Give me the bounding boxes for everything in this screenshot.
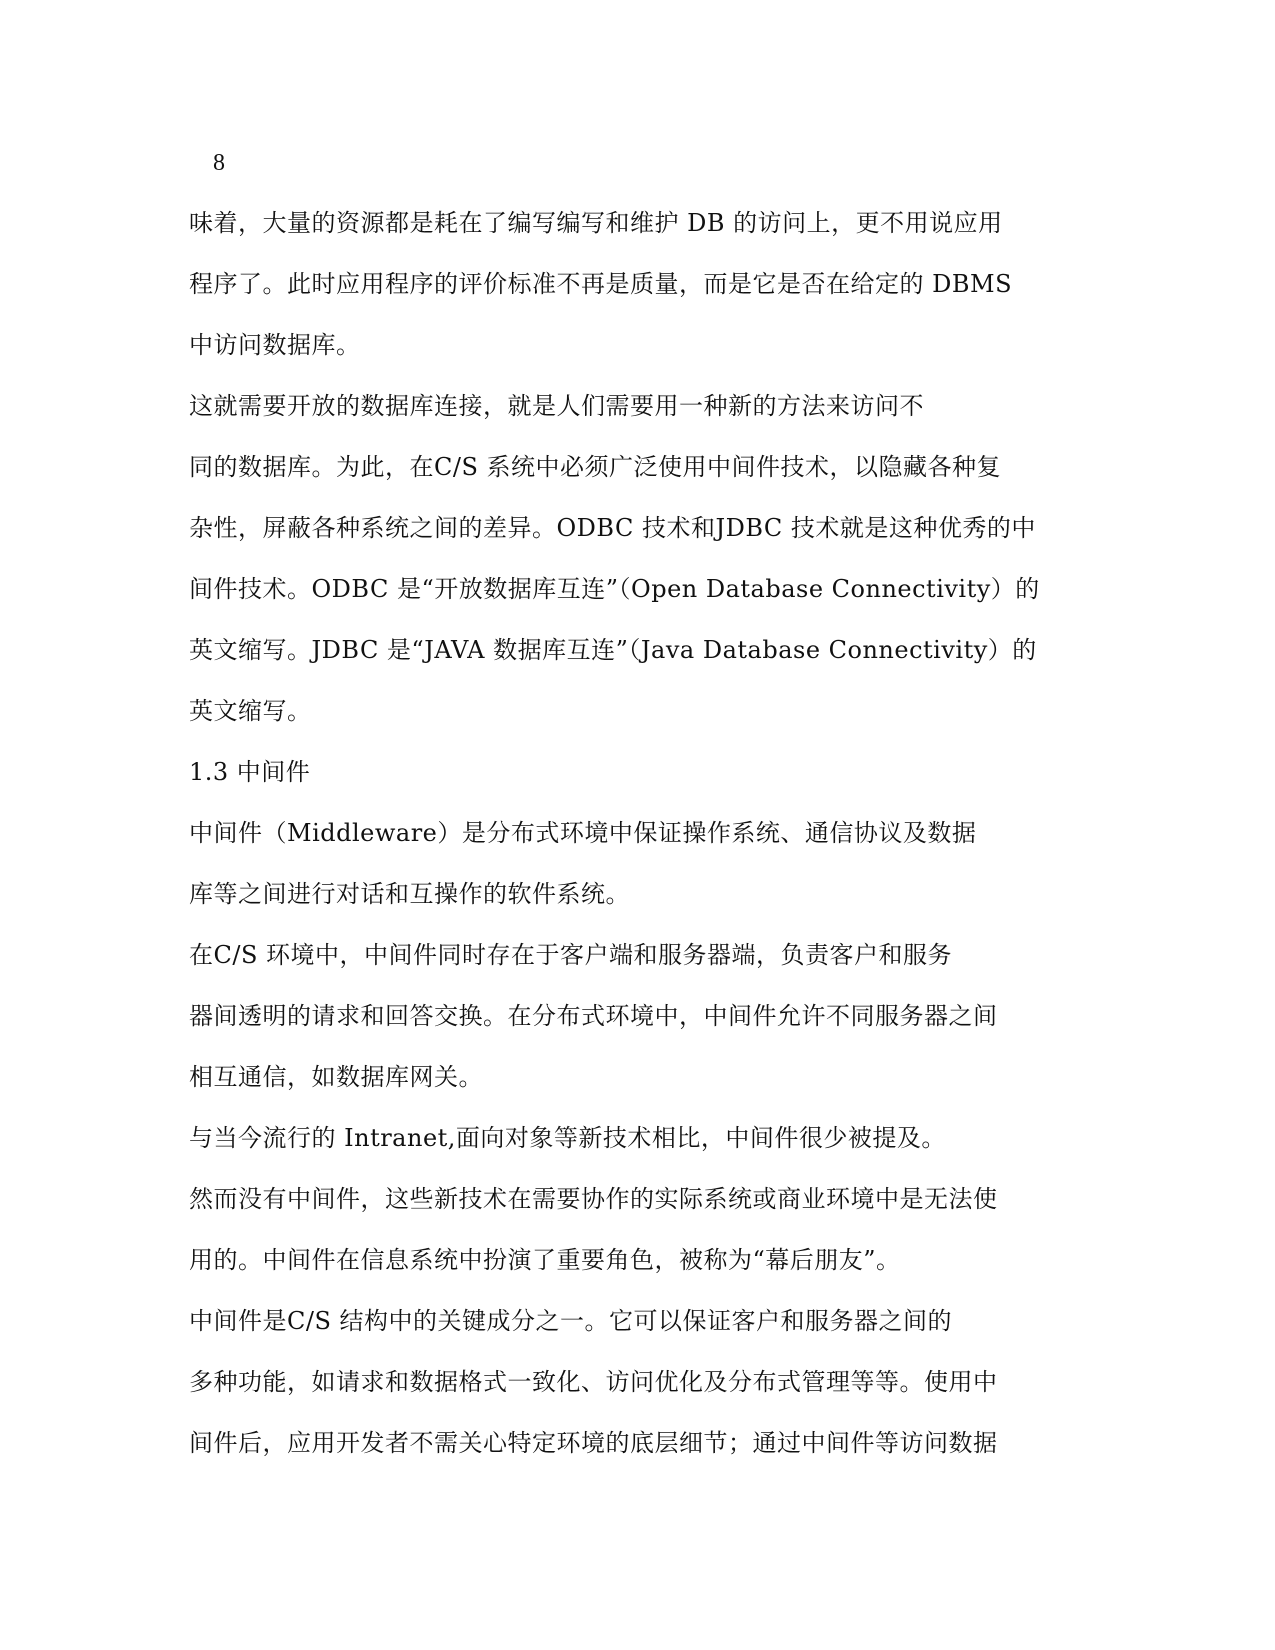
page-number: 8	[213, 150, 225, 176]
section-heading: 1.3 中间件	[189, 758, 311, 786]
text-line: 间件技术。ODBC 是“开放数据库互连”（Open Database Connectivity）的	[189, 575, 1040, 603]
text-line: 这就需要开放的数据库连接，就是人们需要用一种新的方法来访问不	[189, 392, 924, 420]
document-body	[189, 208, 1089, 1489]
text-line: 中访问数据库。	[189, 331, 361, 359]
text-line: 味着，大量的资源都是耗在了编写编写和维护 DB 的访问上，更不用说应用	[189, 209, 1003, 237]
text-line: 同的数据库。为此，在C/S 系统中必须广泛使用中间件技术，以隐藏各种复	[189, 453, 1002, 481]
text-line: 程序了。此时应用程序的评价标准不再是质量，而是它是否在给定的 DBMS	[189, 270, 1013, 298]
text-line: 然而没有中间件，这些新技术在需要协作的实际系统或商业环境中是无法使	[189, 1185, 998, 1213]
text-line: 中间件是C/S 结构中的关键成分之一。它可以保证客户和服务器之间的	[189, 1307, 953, 1335]
text-line: 英文缩写。	[189, 697, 312, 725]
text-line: 多种功能，如请求和数据格式一致化、访问优化及分布式管理等等。使用中	[189, 1368, 998, 1396]
text-line: 器间透明的请求和回答交换。在分布式环境中，中间件允许不同服务器之间	[189, 1002, 998, 1030]
text-line: 杂性，屏蔽各种系统之间的差异。ODBC 技术和JDBC 技术就是这种优秀的中	[189, 514, 1036, 542]
text-line: 在C/S 环境中，中间件同时存在于客户端和服务器端，负责客户和服务	[189, 941, 953, 969]
text-line: 相互通信，如数据库网关。	[189, 1063, 483, 1091]
text-line: 中间件（Middleware）是分布式环境中保证操作系统、通信协议及数据	[189, 819, 977, 847]
text-line: 用的。中间件在信息系统中扮演了重要角色，被称为“幕后朋友”。	[189, 1246, 901, 1274]
text-line: 与当今流行的 Intranet,面向对象等新技术相比，中间件很少被提及。	[189, 1124, 946, 1152]
text-line: 间件后，应用开发者不需关心特定环境的底层细节；通过中间件等访问数据	[189, 1429, 998, 1457]
text-line: 英文缩写。JDBC 是“JAVA 数据库互连”（Java Database Connectivity）的	[189, 636, 1037, 664]
text-line: 库等之间进行对话和互操作的软件系统。	[189, 880, 630, 908]
